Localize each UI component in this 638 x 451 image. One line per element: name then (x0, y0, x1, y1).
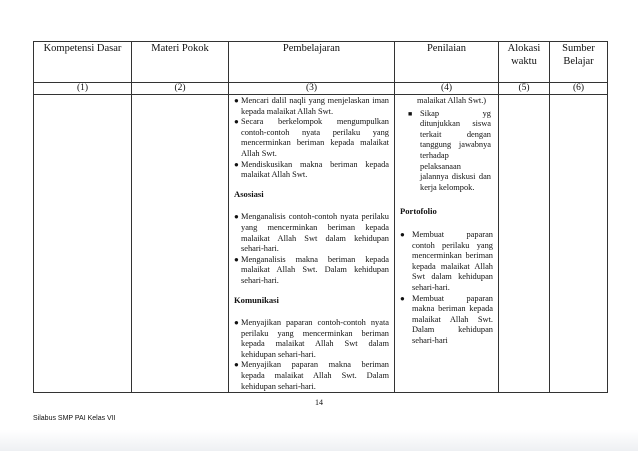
header-penilaian: Penilaian (395, 42, 499, 83)
bullet-icon: ● (234, 159, 239, 169)
list-item: ● Mendiskusikan makna beriman kepada malaikat Allah Swt. (234, 159, 389, 180)
content-row (34, 95, 608, 393)
bullet-icon: ● (234, 254, 239, 264)
list-item: ■ Sikap yg ditunjukkan siswa terkait dengan tanggung jawabnya terhadap pelaksanaan jalannya diskusi dan kerja kelompok. (400, 109, 493, 194)
bullet-icon: ● (234, 212, 239, 222)
materi-pokok-cell (132, 95, 229, 393)
list-item: ● Menyajikan paparan contoh-contoh nyata perilaku yang mencerminkan beriman kepada malaikat Allah Swt dalam kehidupan sehari-hari. (234, 318, 389, 359)
list-item: ● Menganalisis contoh-contoh nyata perilaku yang mencerminkan beriman kepada malaikat Allah Swt dalam kehidupan sehari-hari. (234, 212, 389, 254)
alokasi-waktu-cell (499, 95, 550, 393)
continued-text: malaikat Allah Swt.) (417, 96, 487, 105)
penilaian-cell (395, 95, 499, 393)
bullet-icon: ● (400, 293, 405, 303)
column-number: (5) (499, 83, 550, 95)
syllabus-table (33, 41, 608, 393)
pembelajaran-cell (229, 95, 395, 393)
column-number: (6) (550, 83, 608, 95)
sumber-belajar-cell (550, 95, 608, 393)
section-heading-portofolio: Portofolio (400, 206, 437, 217)
column-number: (4) (395, 83, 499, 95)
bullet-icon: ● (234, 318, 239, 328)
list-item: ● Secara berkelompok mengumpulkan contoh-contoh nyata perilaku yang mencerminkan beriman kepada malaikat Allah Swt. (234, 117, 389, 158)
bullet-icon: ● (234, 117, 239, 127)
header-alokasi-waktu: Alokasi waktu (499, 42, 550, 83)
list-item: ● Menyajikan paparan makna beriman kepada malaikat Allah Swt. Dalam kehidupan sehari-hari. (234, 360, 389, 391)
column-number-row (34, 83, 608, 95)
square-bullet-icon: ■ (408, 109, 413, 118)
column-number: (2) (132, 83, 229, 95)
bullet-icon: ● (234, 96, 239, 105)
kompetensi-dasar-cell (34, 95, 132, 393)
list-item: ● Menganalisis makna beriman kepada malaikat Allah Swt. Dalam kehidupan sehari-hari. (234, 254, 389, 285)
section-heading-asosiasi: Asosiasi (234, 188, 264, 199)
header-row (34, 42, 608, 83)
header-kompetensi-dasar: Kompetensi Dasar (34, 42, 132, 83)
column-number: (1) (34, 83, 132, 95)
bullet-icon: ● (400, 229, 405, 239)
list-item: ● Mencari dalil naqli yang menjelaskan iman kepada malaikat Allah Swt. (234, 96, 389, 116)
list-item: ● Membuat paparan makna beriman kepada malaikat Allah Swt. Dalam kehidupan sehari-hari (400, 293, 493, 345)
list-item: ● Membuat paparan contoh perilaku yang mencerminkan beriman kepada malaikat Allah Swt dalam kehidupan sehari-hari. (400, 229, 493, 292)
header-pembelajaran: Pembelajaran (229, 42, 395, 83)
document-footer: Silabus SMP PAI Kelas VII (33, 415, 116, 422)
header-materi-pokok: Materi Pokok (132, 42, 229, 83)
bullet-icon: ● (234, 360, 239, 370)
header-sumber-belajar: Sumber Belajar (550, 42, 608, 83)
page-number: 14 (315, 398, 323, 407)
column-number: (3) (229, 83, 395, 95)
section-heading-komunikasi: Komunikasi (234, 294, 279, 305)
